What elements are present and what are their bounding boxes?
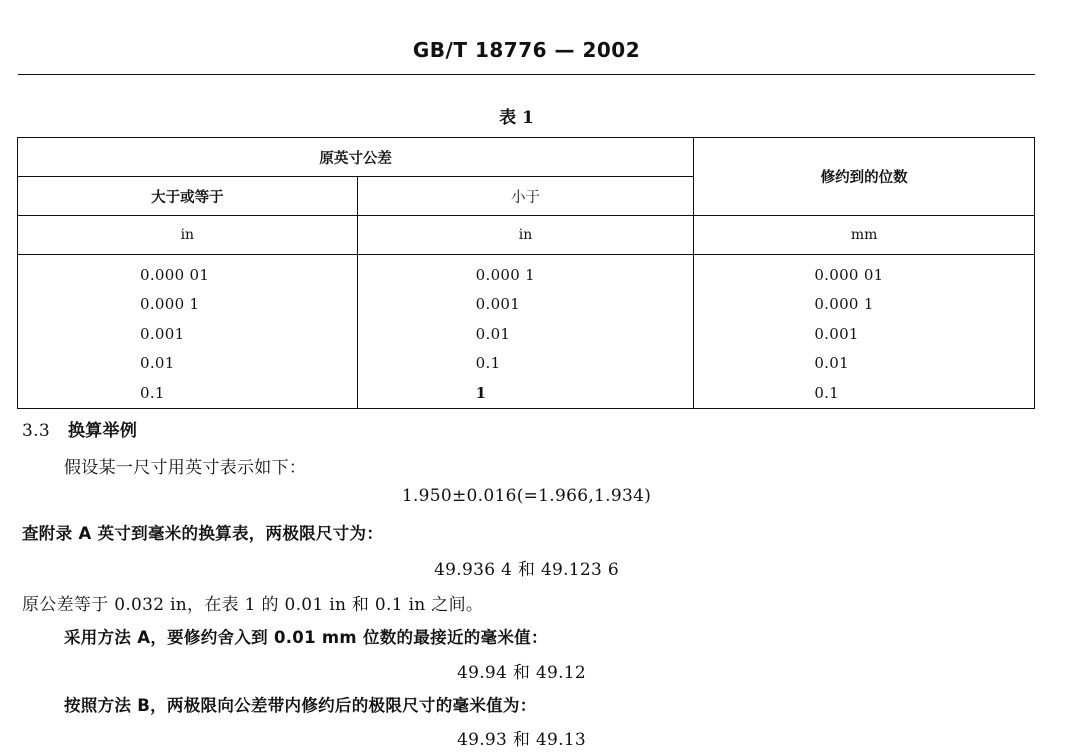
table-cell: 0.1 [357,349,694,379]
table-row [18,255,1035,290]
table-cell: 0.1 [694,378,1035,408]
limit-sizes-mm: 49.936 4 和 49.123 6 [434,560,619,580]
header-original-inch-tolerance: 原英寸公差 [18,138,694,177]
table-cell: 0.000 01 [694,255,1035,290]
table-caption: 表 1 [499,108,534,128]
section-heading [22,416,137,441]
table-cell: 1 [357,378,694,408]
method-b-result: 49.93 和 49.13 [456,730,587,750]
header-rule [18,74,1035,75]
table-cell: 0.001 [357,290,694,320]
body-line-method-a: 采用方法 A，要修约舍入到 0.01 mm 位数的最接近的毫米值： [64,628,548,647]
table-cell: 0.1 [18,378,358,408]
table-units-row [18,216,1035,255]
table-cell: 0.01 [18,349,358,379]
body-line-5: 原公差等于 0.032 in，在表 1 的 0.01 in 和 0.1 in 之间。 [22,595,484,615]
body-line-1: 假设某一尺寸用英寸表示如下： [64,458,307,478]
table-cell: 0.001 [694,319,1035,349]
standard-number-header: GB/T 18776 — 2002 [412,38,641,62]
header-greater-or-equal: 大于或等于 [18,177,358,216]
table-cell: 0.001 [18,319,358,349]
method-a-result: 49.94 和 49.12 [456,663,587,683]
table-row [18,349,1035,379]
unit-cell: mm [694,216,1035,255]
table-row [18,290,1035,320]
table-cell: 0.000 1 [694,290,1035,320]
table-cell: 0.01 [357,319,694,349]
section-number: 3.3 [22,421,50,441]
unit-cell: in [18,216,358,255]
table-row [18,319,1035,349]
table-row [18,378,1035,408]
section-title: 换算举例 [67,421,138,441]
header-less-than: 小于 [357,177,694,216]
header-rounding-digits: 修约到的位数 [694,138,1035,216]
table-cell: 0.000 01 [18,255,358,290]
unit-cell: in [357,216,694,255]
table-cell: 0.01 [694,349,1035,379]
table-cell: 0.000 1 [18,290,358,320]
rounding-table [17,137,1035,409]
body-line-method-b: 按照方法 B，两极限向公差带内修约后的极限尺寸的毫米值为： [64,696,537,715]
body-line-3: 查附录 A 英寸到毫米的换算表，两极限尺寸为： [22,524,384,543]
table-header-row-1 [18,138,1035,177]
tolerance-expression: 1.950±0.016(=1.966,1.934) [401,486,652,506]
table-cell: 0.000 1 [357,255,694,290]
